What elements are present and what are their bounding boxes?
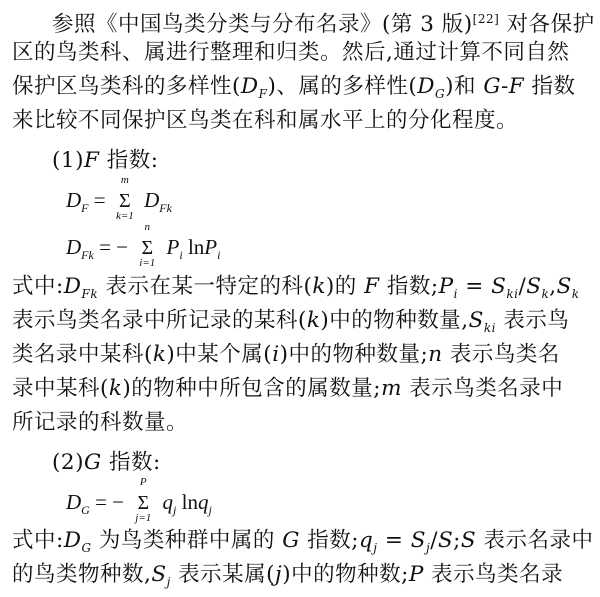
f-explain-line-5: 所记录的科数量。	[12, 410, 189, 435]
section-g-heading: (2)G 指数:	[52, 450, 161, 475]
g-explain-line-1: 式中$:D_G$ 为鸟类种群中属的 G 指数$;q_j$ = $S_j/S;S$ 表示名录中	[12, 528, 594, 555]
f-explain-line-1: 式中$:D_{Fk}$ 表示在某一特定的科(k)的 F 指数$;P_i = S_{ki}/S_k,S_k$	[12, 274, 580, 301]
g-explain-line-2: 的鸟类物种数$,S_j$ 表示某属(j)中的物种数;P 表示鸟类名录	[12, 562, 564, 589]
f-explain-line-3: 类名录中某科(k)中某个属(i)中的物种数量;n 表示鸟类名	[12, 342, 560, 367]
formula-df: $D_F$ = m Σ k=1 $D_{Fk}$	[66, 174, 172, 222]
f-explain-line-4: 录中某科(k)的物种中所包含的属数量;m 表示鸟类名录中	[12, 376, 564, 401]
paragraph-line-1: 参照《中国鸟类分类与分布名录》(第 3 版)[22] 对各保护	[52, 12, 595, 37]
paragraph-line-4: 来比较不同保护区鸟类在科和属水平上的分化程度。	[12, 108, 519, 133]
paragraph-line-2: 区的鸟类科、属进行整理和归类。然后,通过计算不同自然	[12, 40, 570, 65]
f-explain-line-2: 表示鸟类名录中所记录的某科(k)中的物种数量$,S_{ki}$ 表示鸟	[12, 308, 570, 335]
section-f-heading: (1)F 指数:	[52, 148, 159, 173]
formula-dg: $D_G$ = − P Σ j=1 $q_j$ lnq$_j$	[66, 476, 212, 524]
formula-dfk: $D_{Fk}$ = − n Σ i=1 $P_i$ lnP$_i$	[66, 221, 221, 269]
paragraph-line-3: 保护区鸟类科的多样性$(D_F)$、属的多样性$(D_G)$和 G-F 指数	[12, 74, 576, 101]
